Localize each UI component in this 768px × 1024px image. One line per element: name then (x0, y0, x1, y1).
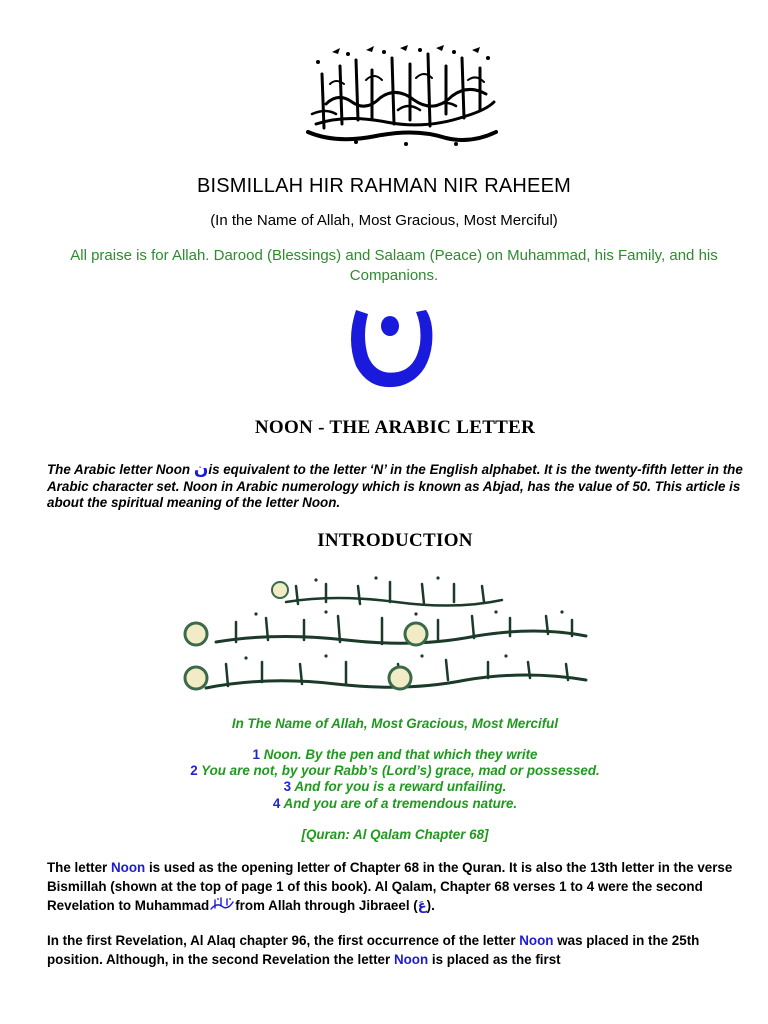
noon-highlight: Noon (393, 952, 429, 967)
verse-number: 3 (283, 779, 292, 795)
body-paragraph-1 (47, 858, 747, 916)
verse-line (0, 763, 768, 779)
text-run: is used as the opening letter of Chapter 68 in the Quran. It is also the 13th letter in the verse Bismillah (shown at the top of page 1 of this book). Al Qalam, Chapter 68 verses 1 to 4 were the second Revelation to Muhammad (47, 860, 733, 913)
inline-noon-glyph: ن (193, 459, 209, 479)
noon-highlight: Noon (111, 860, 146, 875)
praise-text: All praise is for Allah. Darood (Blessings) and Salaam (Peace) on Muhammad, his Family, and his Companions. (70, 247, 718, 284)
pbuh-calligraphy-icon (209, 896, 235, 912)
noon-letter-icon (340, 300, 440, 396)
verse-number: 2 (190, 763, 198, 779)
text-run: The letter (47, 860, 111, 875)
verse-number: 4 (272, 795, 281, 811)
letter-description-start: The Arabic letter Noon (47, 462, 194, 477)
text-run: In the first Revelation, Al Alaq chapter 96, the first occurrence of the letter (47, 933, 520, 948)
alayhi-salam-glyph: عَ (417, 899, 427, 914)
text-run: ). (426, 898, 435, 913)
verse-line (0, 796, 768, 812)
verse-line (0, 747, 768, 763)
text-run: from Allah through Jibraeel ( (235, 898, 418, 913)
noon-highlight: Noon (519, 933, 554, 948)
text-run: was placed in the 25th position. Although, in the second Revelation the letter (47, 933, 700, 967)
verse-text: And you are of a tremendous nature. (280, 795, 518, 811)
verse-list (0, 747, 768, 812)
verse-text: And for you is a reward unfailing. (291, 779, 507, 795)
letter-description-rest: is equivalent to the letter ‘N’ in the English alphabet. It is the twenty-fifth letter in the Arabic character set. Noon in Arabic numerology which is known as Abjad, has the value of 50. This article is about the spiritual meaning of the letter Noon. (47, 462, 743, 510)
letter-heading: NOON - THE ARABIC LETTER (254, 417, 536, 438)
bismillah-calligraphy-icon (296, 44, 506, 154)
page-subtitle: (In the Name of Allah, Most Gracious, Most Merciful) (210, 212, 558, 229)
verse-number: 1 (252, 747, 260, 762)
body-paragraph-2 (47, 931, 747, 969)
verse-line (0, 779, 768, 795)
verse-text: You are not, by your Rabb’s (Lord’s) grace, mad or possessed. (197, 763, 600, 779)
letter-description (47, 461, 747, 512)
quran-citation: [Quran: Al Qalam Chapter 68] (301, 827, 489, 842)
introduction-heading: INTRODUCTION (317, 530, 473, 551)
text-run: is placed as the first (428, 952, 561, 967)
quran-verses-calligraphy-icon (176, 572, 612, 698)
bismillah-translation: In The Name of Allah, Most Gracious, Most Merciful (231, 716, 559, 731)
page-title: BISMILLAH HIR RAHMAN NIR RAHEEM (196, 175, 572, 197)
verse-text: Noon. By the pen and that which they write (259, 747, 538, 762)
